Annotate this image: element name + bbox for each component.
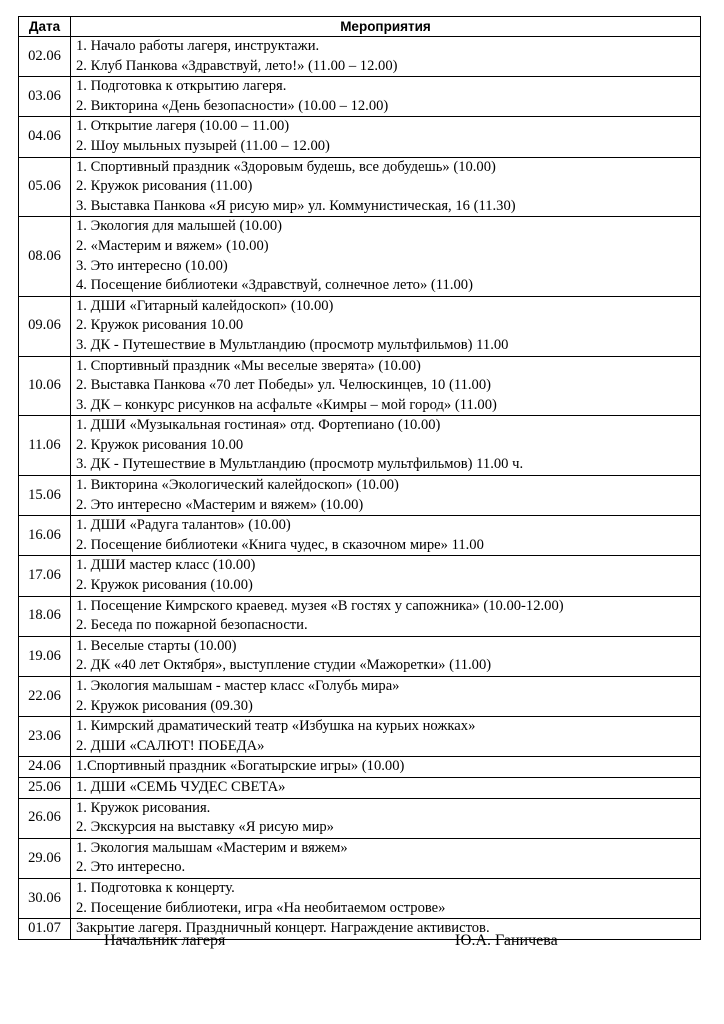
row-date: 05.06 — [19, 157, 71, 217]
table-row — [19, 878, 701, 918]
event-item: 3. Это интересно (10.00) — [76, 257, 228, 274]
event-item: 1. ДШИ «Музыкальная гостиная» отд. Фортепиано (10.00) — [76, 417, 441, 434]
event-item: 1. Спортивный праздник «Здоровым будешь, все добудешь» (10.00) — [76, 158, 496, 175]
row-date: 03.06 — [19, 77, 71, 117]
row-date: 02.06 — [19, 37, 71, 77]
row-events — [71, 878, 701, 918]
row-date: 04.06 — [19, 117, 71, 157]
table-row — [19, 476, 701, 516]
row-events — [71, 356, 701, 416]
table-row — [19, 798, 701, 838]
event-item: 2. Это интересно. — [76, 859, 186, 876]
event-item: 1. Начало работы лагеря, инструктажи. — [76, 38, 320, 54]
event-item: 1. ДШИ «Радуга талантов» (10.00) — [76, 517, 291, 534]
table-row — [19, 296, 701, 356]
table-row — [19, 157, 701, 217]
table-header-row — [19, 17, 701, 37]
table-row — [19, 677, 701, 717]
event-item: 2. Кружок рисования 10.00 — [76, 317, 244, 334]
event-item: 2. Клуб Панкова «Здравствуй, лето!» (11.00 – 12.00) — [76, 57, 398, 74]
event-item: 1. Спортивный праздник «Мы веселые зверята» (10.00) — [76, 357, 421, 374]
events-column-header: Мероприятия — [71, 17, 701, 37]
row-events — [71, 556, 701, 596]
row-date: 19.06 — [19, 636, 71, 676]
event-item: 1. Открытие лагеря (10.00 – 11.00) — [76, 118, 290, 135]
row-date: 10.06 — [19, 356, 71, 416]
date-column-header: Дата — [19, 17, 71, 37]
event-item: 2. Экскурсия на выставку «Я рисую мир» — [76, 819, 334, 836]
event-item: 1. Подготовка к концерту. — [76, 879, 235, 896]
row-date: 15.06 — [19, 476, 71, 516]
event-item: 3. ДК - Путешествие в Мультландию (просмотр мультфильмов) 11.00 ч. — [76, 456, 524, 473]
table-row — [19, 556, 701, 596]
event-item: 2. Посещение библиотеки «Книга чудес, в сказочном мире» 11.00 — [76, 536, 484, 553]
event-item: 3. ДК – конкурс рисунков на асфальте «Кимры – мой город» (11.00) — [76, 396, 497, 413]
event-item: 2. Посещение библиотеки, игра «На необитаемом острове» — [76, 899, 446, 916]
event-item: 4. Посещение библиотеки «Здравствуй, солнечное лето» (11.00) — [76, 277, 473, 294]
row-date: 08.06 — [19, 217, 71, 296]
event-item: 2. «Мастерим и вяжем» (10.00) — [76, 237, 269, 254]
row-events — [71, 77, 701, 117]
signature-name: Ю.А. Ганичева — [455, 932, 558, 949]
table-row — [19, 37, 701, 77]
event-item: Закрытие лагеря. Праздничный концерт. Награждение активистов. — [76, 920, 490, 937]
event-item: 1. ДШИ «СЕМЬ ЧУДЕС СВЕТА» — [76, 778, 286, 795]
row-events — [71, 777, 701, 798]
row-events — [71, 838, 701, 878]
row-date: 09.06 — [19, 296, 71, 356]
row-events — [71, 798, 701, 838]
row-date: 01.07 — [19, 919, 71, 940]
row-date: 29.06 — [19, 838, 71, 878]
event-item: 1.Спортивный праздник «Богатырские игры» (10.00) — [76, 758, 405, 775]
row-events — [71, 157, 701, 217]
table-row — [19, 217, 701, 296]
table-row — [19, 777, 701, 798]
event-item: 2. Кружок рисования 10.00 — [76, 436, 244, 453]
row-date: 18.06 — [19, 596, 71, 636]
row-events — [71, 217, 701, 296]
row-date: 22.06 — [19, 677, 71, 717]
row-date: 24.06 — [19, 757, 71, 778]
event-item: 3. ДК - Путешествие в Мультландию (просмотр мультфильмов) 11.00 — [76, 336, 509, 353]
event-item: 1. Веселые старты (10.00) — [76, 637, 237, 654]
row-events — [71, 296, 701, 356]
table-row — [19, 717, 701, 757]
event-item: 2. Кружок рисования (09.30) — [76, 697, 253, 714]
event-item: 2. Шоу мыльных пузырей (11.00 – 12.00) — [76, 137, 330, 154]
table-row — [19, 516, 701, 556]
schedule-body — [19, 37, 701, 940]
row-events — [71, 596, 701, 636]
row-events — [71, 476, 701, 516]
table-row — [19, 416, 701, 476]
row-date: 30.06 — [19, 878, 71, 918]
event-item: 1. ДШИ мастер класс (10.00) — [76, 557, 256, 574]
table-row — [19, 77, 701, 117]
row-events — [71, 636, 701, 676]
event-item: 1. Подготовка к открытию лагеря. — [76, 78, 287, 95]
table-row — [19, 356, 701, 416]
event-item: 1. Экология малышам «Мастерим и вяжем» — [76, 839, 348, 856]
event-item: 2. Кружок рисования (10.00) — [76, 577, 253, 594]
event-item: 1. Викторина «Экологический калейдоскоп» (10.00) — [76, 477, 399, 494]
row-events — [71, 37, 701, 77]
signature-title: Начальник лагеря — [104, 932, 226, 949]
event-item: 1. Экология для малышей (10.00) — [76, 218, 283, 235]
schedule-table — [18, 16, 701, 940]
row-events — [71, 416, 701, 476]
row-events — [71, 117, 701, 157]
event-item: 2. Это интересно «Мастерим и вяжем» (10.00) — [76, 496, 364, 513]
event-item: 2. Выставка Панкова «70 лет Победы» ул. Челюскинцев, 10 (11.00) — [76, 377, 491, 394]
table-row — [19, 636, 701, 676]
event-item: 1. Кимрский драматический театр «Избушка на курьих ножках» — [76, 718, 476, 735]
row-date: 26.06 — [19, 798, 71, 838]
row-date: 25.06 — [19, 777, 71, 798]
table-row — [19, 596, 701, 636]
table-row — [19, 838, 701, 878]
event-item: 1. Кружок рисования. — [76, 799, 211, 816]
row-events — [71, 717, 701, 757]
event-item: 3. Выставка Панкова «Я рисую мир» ул. Коммунистическая, 16 (11.30) — [76, 197, 516, 214]
row-events — [71, 757, 701, 778]
event-item: 1. ДШИ «Гитарный калейдоскоп» (10.00) — [76, 297, 334, 314]
row-events — [71, 677, 701, 717]
row-date: 17.06 — [19, 556, 71, 596]
event-item: 2. ДШИ «САЛЮТ! ПОБЕДА» — [76, 737, 265, 754]
row-events — [71, 516, 701, 556]
row-date: 16.06 — [19, 516, 71, 556]
table-row — [19, 117, 701, 157]
event-item: 2. Викторина «День безопасности» (10.00 – 12.00) — [76, 97, 389, 114]
row-date: 23.06 — [19, 717, 71, 757]
event-item: 2. Беседа по пожарной безопасности. — [76, 617, 308, 634]
event-item: 2. Кружок рисования (11.00) — [76, 178, 253, 195]
table-row — [19, 757, 701, 778]
event-item: 1. Посещение Кимрского краевед. музея «В гостях у сапожника» (10.00-12.00) — [76, 597, 564, 614]
event-item: 1. Экология малышам - мастер класс «Голубь мира» — [76, 678, 400, 694]
event-item: 2. ДК «40 лет Октября», выступление студии «Мажоретки» (11.00) — [76, 657, 492, 674]
row-date: 11.06 — [19, 416, 71, 476]
